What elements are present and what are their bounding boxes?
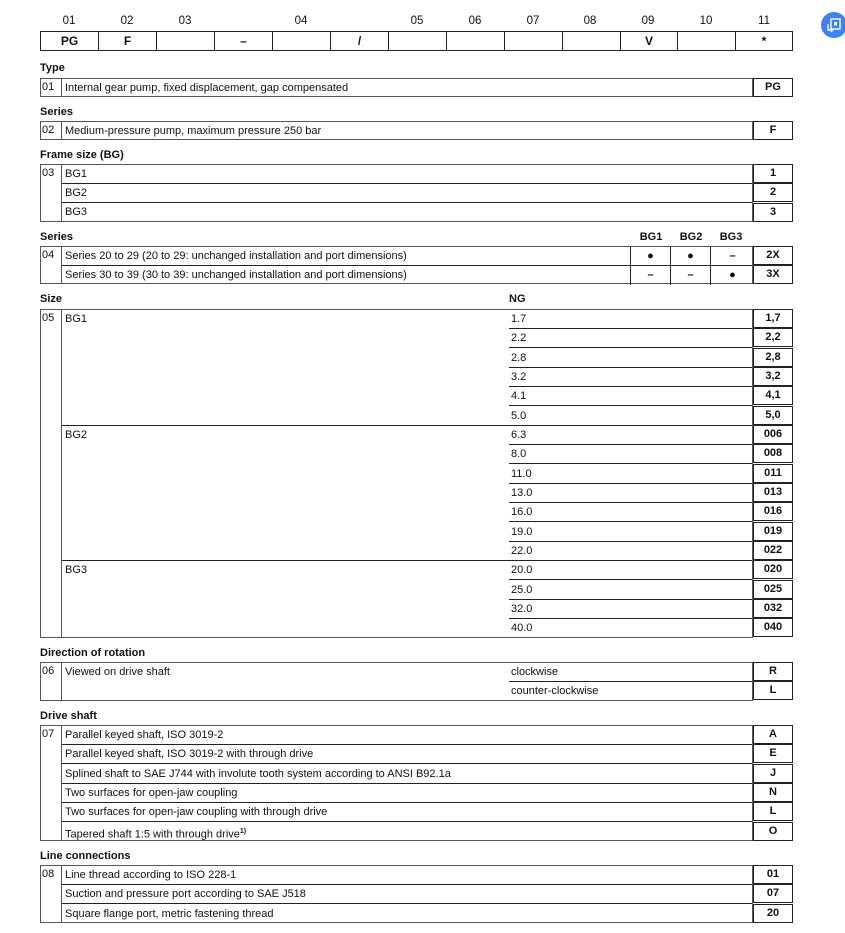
ng-row: 1.7 (509, 310, 752, 329)
position-number: 05 (41, 310, 62, 637)
code-value: 2,2 (753, 328, 793, 347)
type-code-cell (157, 32, 215, 50)
position-number: 04 (41, 247, 62, 283)
table-row: Suction and pressure port according to SAE J518 (62, 885, 752, 904)
code-value: O (753, 822, 793, 841)
code-value: 2X (753, 246, 793, 265)
table-row: Parallel keyed shaft, ISO 3019-2 (62, 726, 752, 745)
code-value: 1 (753, 164, 793, 183)
position-label: 04 (294, 15, 308, 27)
code-value: 07 (753, 884, 793, 903)
ng-row: 6.3 (509, 426, 752, 445)
position-label: 02 (120, 15, 134, 27)
code-value: 013 (753, 483, 793, 502)
code-value: R (753, 662, 793, 681)
ng-row: 19.0 (509, 523, 752, 542)
table-row: BG3 (65, 206, 88, 218)
position-number: 01 (41, 79, 62, 96)
rotation-row: clockwise (509, 663, 752, 682)
position-label: 11 (758, 15, 770, 27)
type-code-cell: PG (41, 32, 99, 50)
position-number: 03 (41, 165, 62, 221)
ng-row: 32.0 (509, 600, 752, 619)
table-row: Internal gear pump, fixed displacement, gap compensated (65, 82, 349, 94)
bg1-mark: ● (630, 247, 670, 266)
ng-row: 5.0 (509, 407, 752, 426)
table-row: Medium-pressure pump, maximum pressure 250 bar (65, 125, 322, 137)
section-title-drive-shaft: Drive shaft (40, 710, 97, 722)
ng-header: NG (509, 293, 526, 305)
position-label: 05 (410, 15, 424, 27)
position-number: 08 (41, 866, 62, 922)
table-row: Parallel keyed shaft, ISO 3019-2 with through drive (62, 745, 752, 764)
ng-row: 16.0 (509, 503, 752, 522)
type-code-cell (389, 32, 447, 50)
ng-row: 40.0 (511, 622, 533, 634)
code-value: 040 (753, 618, 793, 637)
type-code-cell (563, 32, 621, 50)
position-label: 09 (641, 15, 655, 27)
code-value: F (753, 121, 793, 140)
ng-row: 2.2 (509, 329, 752, 348)
code-value: PG (753, 78, 793, 97)
type-code-cell (273, 32, 331, 50)
code-value: 025 (753, 580, 793, 599)
type-code-cell: V (621, 32, 678, 50)
code-value: E (753, 744, 793, 763)
type-code-cell: – (215, 32, 273, 50)
table-row: Square flange port, metric fastening thread (65, 908, 274, 920)
ng-row: 25.0 (509, 581, 752, 600)
section-title-series: Series (40, 106, 74, 118)
table-row: Splined shaft to SAE J744 with involute tooth system according to ANSI B92.1a (62, 765, 752, 784)
table-row (62, 247, 752, 266)
type-code-cell: * (761, 34, 767, 48)
code-value: 022 (753, 541, 793, 560)
bg3-mark: – (710, 247, 754, 266)
frame-group-bg1: BG1 (62, 310, 509, 426)
code-value: 2 (753, 183, 793, 202)
code-value: 2,8 (753, 348, 793, 367)
row-text: Series 20 to 29 (20 to 29: unchanged installation and port dimensions) (65, 250, 407, 262)
position-number: 02 (41, 122, 62, 139)
code-value: 1,7 (753, 309, 793, 328)
position-labels (40, 15, 793, 29)
code-value: 016 (753, 502, 793, 521)
code-value: 20 (753, 904, 793, 923)
rotation-label: Viewed on drive shaft (65, 666, 170, 678)
footnote-marker: 1) (239, 828, 247, 835)
section-title-type: Type (40, 62, 65, 74)
code-value: L (753, 802, 793, 821)
code-value: A (753, 725, 793, 744)
code-value: 3,2 (753, 367, 793, 386)
type-code-cell: F (99, 32, 157, 50)
ng-row: 2.8 (509, 349, 752, 368)
ng-row: 22.0 (509, 542, 752, 561)
type-table (40, 78, 753, 97)
ng-row: 4.1 (509, 387, 752, 406)
ng-row: 20.0 (509, 561, 752, 580)
code-value: 3X (753, 265, 793, 284)
bg2-mark: ● (670, 247, 710, 266)
position-label: 01 (62, 15, 76, 27)
ng-row: 11.0 (509, 465, 752, 484)
code-value: 4,1 (753, 386, 793, 405)
code-value: N (753, 783, 793, 802)
row-text: Tapered shaft 1:5 with through drive (65, 828, 240, 841)
row-text: Series 30 to 39 (30 to 39: unchanged installation and port dimensions) (65, 269, 407, 281)
section-title-size: Size (40, 293, 63, 305)
code-value: 5,0 (753, 406, 793, 425)
bg1-mark: – (630, 266, 670, 285)
position-label: 08 (583, 15, 597, 27)
section-title-series-range: Series (40, 231, 74, 243)
bg3-mark: ● (710, 266, 754, 285)
series-table (40, 121, 753, 140)
code-value: J (753, 764, 793, 783)
line-connections-table (40, 865, 753, 923)
code-value: 019 (753, 522, 793, 541)
position-label: 10 (699, 15, 713, 27)
frame-size-table (40, 164, 753, 222)
drive-shaft-table (40, 725, 753, 841)
section-title-line-connections: Line connections (40, 850, 131, 862)
column-header-bg2: BG2 (679, 231, 703, 243)
rotation-row: counter-clockwise (511, 685, 599, 697)
size-table (40, 309, 753, 638)
type-code-cell: / (331, 32, 389, 50)
table-row: Line thread according to ISO 228-1 (62, 866, 752, 885)
position-number: 07 (41, 726, 62, 840)
ng-row: 3.2 (509, 368, 752, 387)
ng-row: 8.0 (509, 445, 752, 464)
save-to-collection-icon (826, 17, 842, 33)
table-row: BG1 (62, 165, 752, 184)
position-label: 03 (178, 15, 192, 27)
save-to-collection-button[interactable] (821, 12, 845, 38)
code-value: 020 (753, 560, 793, 579)
type-code-row (40, 31, 793, 51)
column-header-bg1: BG1 (639, 231, 663, 243)
code-value: 01 (753, 865, 793, 884)
table-row: Two surfaces for open-jaw coupling with through drive (62, 803, 752, 822)
table-row: BG2 (62, 184, 752, 203)
code-value: 011 (753, 464, 793, 483)
column-header-bg3: BG3 (719, 231, 743, 243)
frame-group-bg2: BG2 (62, 426, 509, 561)
code-value: L (753, 681, 793, 700)
code-value: 006 (753, 425, 793, 444)
bg2-mark: – (670, 266, 710, 285)
section-title-rotation: Direction of rotation (40, 647, 146, 659)
position-label: 07 (526, 15, 540, 27)
position-label: 06 (468, 15, 482, 27)
type-code-cell (678, 32, 736, 50)
table-row: Two surfaces for open-jaw coupling (62, 784, 752, 803)
type-code-cell (505, 32, 563, 50)
table-row (62, 266, 752, 285)
code-value: 3 (753, 203, 793, 222)
series-range-table (40, 246, 753, 284)
code-value: 008 (753, 444, 793, 463)
rotation-table (40, 662, 753, 701)
frame-group-bg3: BG3 (65, 564, 88, 576)
ng-row: 13.0 (509, 484, 752, 503)
code-value: 032 (753, 599, 793, 618)
table-row (62, 823, 752, 842)
type-code-cell (447, 32, 505, 50)
section-title-frame-size: Frame size (BG) (40, 149, 124, 161)
position-number: 06 (41, 663, 62, 700)
